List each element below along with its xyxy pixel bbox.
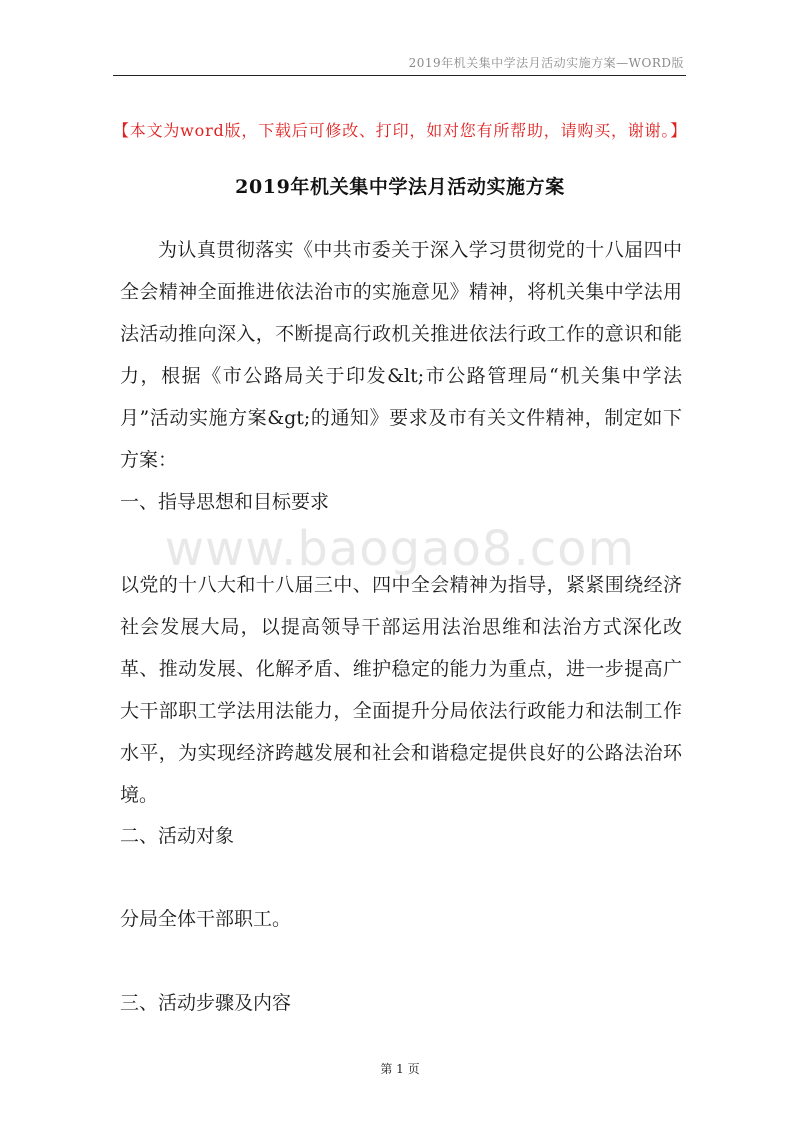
section-heading-3: 三、活动步骤及内容 [120, 992, 292, 1014]
intro-paragraph: 为认真贯彻落实《中共市委关于深入学习贯彻党的十八届四中全会精神全面推进依法治市的实施意见》精神，将机关集中学法用法活动推向深入，不断提高行政机关推进依法行政工作的意识和能力，根据《市公路局关于印发&lt;市公路管理局“机关集中学法月”活动实施方案&gt;的通知》要求及市有关文件精神，制定如下方案： [120, 239, 682, 471]
section-body-1: 以党的十八大和十八届三中、四中全会精神为指导，紧紧围绕经济社会发展大局，以提高领导干部运用法治思维和法治方式深化改革、推动发展、化解矛盾、维护稳定的能力为重点，进一步提高广大干部职工学法用法能力，全面提升分局依法行政能力和法制工作水平，为实现经济跨越发展和社会和谐稳定提供良好的公路法治环境。 [120, 574, 682, 806]
running-header: 2019年机关集中学法月活动实施方案—WORD版 [408, 56, 684, 70]
document-title: 2019年机关集中学法月活动实施方案 [235, 176, 565, 198]
watermark: www.baogao8.com [164, 521, 636, 577]
section-body-2: 分局全体干部职工。 [120, 908, 292, 930]
purchase-notice: 【本文为word版，下载后可修改、打印，如对您有所帮助，请购买，谢谢。】 [112, 121, 688, 140]
header-divider [113, 75, 686, 76]
section-heading-1: 一、指导思想和目标要求 [120, 491, 330, 513]
page-number: 第 1 页 [380, 1062, 420, 1076]
section-heading-2: 二、活动对象 [120, 825, 235, 847]
